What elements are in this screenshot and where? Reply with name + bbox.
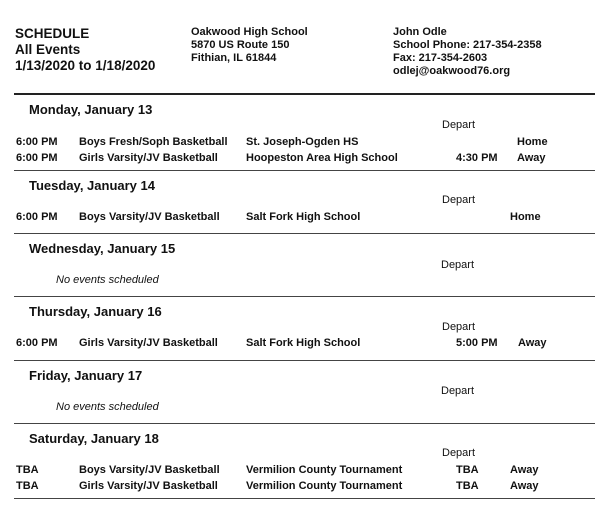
- event-time: 6:00 PM: [16, 152, 58, 164]
- school-address-line2: Fithian, IL 61844: [191, 52, 277, 64]
- event-location: Home: [510, 211, 541, 223]
- event-row: [14, 211, 595, 225]
- school-info: [191, 26, 308, 65]
- event-time: 6:00 PM: [16, 211, 58, 223]
- day-heading: Friday, January 17: [29, 368, 143, 383]
- event-location: Home: [517, 136, 548, 148]
- event-time: 6:00 PM: [16, 337, 58, 349]
- event-opponent: Vermilion County Tournament: [246, 464, 403, 476]
- event-depart-time: TBA: [456, 464, 479, 476]
- event-opponent: St. Joseph-Ogden HS: [246, 136, 359, 148]
- contact-phone: School Phone: 217-354-2358: [393, 39, 542, 51]
- depart-column-label: Depart: [442, 194, 476, 206]
- day-section: [14, 95, 595, 171]
- day-section: [14, 171, 595, 234]
- contact-fax: Fax: 217-354-2603: [393, 52, 488, 64]
- day-heading: Wednesday, January 15: [29, 241, 176, 256]
- depart-column-label: Depart: [442, 321, 476, 333]
- event-location: Away: [510, 464, 539, 476]
- event-name: Boys Fresh/Soph Basketball: [79, 136, 228, 148]
- event-time: TBA: [16, 464, 39, 476]
- event-depart-time: 5:00 PM: [456, 337, 498, 349]
- event-depart-time: TBA: [456, 480, 479, 492]
- event-location: Away: [510, 480, 539, 492]
- no-events-note: No events scheduled: [56, 274, 159, 286]
- event-opponent: Hoopeston Area High School: [246, 152, 398, 164]
- day-heading: Thursday, January 16: [29, 304, 162, 319]
- event-opponent: Vermilion County Tournament: [246, 480, 403, 492]
- schedule-table: [14, 93, 595, 499]
- event-opponent: Salt Fork High School: [246, 211, 361, 223]
- schedule-title: SCHEDULE: [15, 26, 90, 41]
- event-row: [14, 464, 595, 478]
- depart-column-label: Depart: [442, 119, 476, 131]
- contact-name: John Odle: [393, 26, 447, 38]
- schedule-header: [15, 26, 155, 74]
- contact-email[interactable]: odlej@oakwood76.org: [393, 65, 511, 77]
- event-depart-time: 4:30 PM: [456, 152, 498, 164]
- day-section: [14, 424, 595, 499]
- event-name: Boys Varsity/JV Basketball: [79, 464, 220, 476]
- event-name: Girls Varsity/JV Basketball: [79, 337, 218, 349]
- event-location: Away: [518, 337, 547, 349]
- event-name: Girls Varsity/JV Basketball: [79, 152, 218, 164]
- depart-column-label: Depart: [442, 447, 476, 459]
- depart-column-label: Depart: [441, 385, 475, 397]
- event-row: [14, 152, 595, 166]
- day-heading: Saturday, January 18: [29, 431, 159, 446]
- event-time: TBA: [16, 480, 39, 492]
- day-section: [14, 361, 595, 424]
- contact-info: [393, 26, 542, 78]
- day-section: [14, 234, 595, 297]
- day-section: [14, 297, 595, 361]
- event-row: [14, 480, 595, 494]
- schedule-subtitle: All Events: [15, 42, 81, 57]
- event-time: 6:00 PM: [16, 136, 58, 148]
- event-name: Girls Varsity/JV Basketball: [79, 480, 218, 492]
- school-name: Oakwood High School: [191, 26, 308, 38]
- day-heading: Tuesday, January 14: [29, 178, 155, 193]
- date-range: 1/13/2020 to 1/18/2020: [15, 58, 156, 73]
- event-row: [14, 136, 595, 150]
- day-heading: Monday, January 13: [29, 102, 153, 117]
- event-location: Away: [517, 152, 546, 164]
- event-row: [14, 337, 595, 351]
- no-events-note: No events scheduled: [56, 401, 159, 413]
- event-opponent: Salt Fork High School: [246, 337, 361, 349]
- depart-column-label: Depart: [441, 259, 475, 271]
- school-address-line1: 5870 US Route 150: [191, 39, 290, 51]
- event-name: Boys Varsity/JV Basketball: [79, 211, 220, 223]
